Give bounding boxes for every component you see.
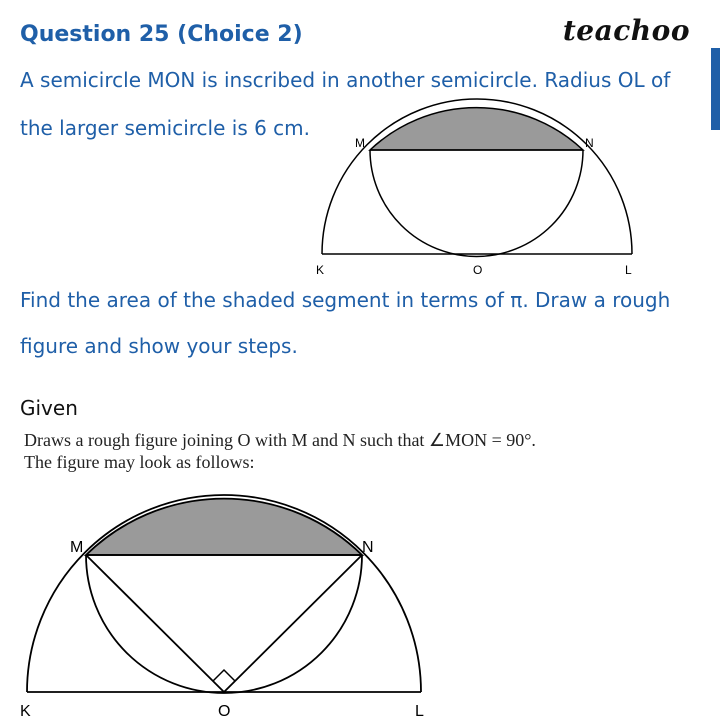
scroll-indicator[interactable]: [711, 48, 720, 130]
label-m-top: M: [355, 136, 365, 150]
label-k-top: K: [316, 263, 325, 277]
segment-om: [86, 555, 224, 692]
solution-text-line-1: Draws a rough figure joining O with M and N such that ∠MON = 90°.: [24, 430, 536, 450]
question-text-line-2: the larger semicircle is 6 cm.: [20, 116, 311, 140]
teachoo-logo: teachoo: [562, 14, 690, 47]
question-title: Question 25 (Choice 2): [20, 22, 303, 47]
label-m-bottom: M: [70, 539, 84, 556]
solution-text-line-2: The figure may look as follows:: [24, 452, 255, 472]
shaded-segment-top: [370, 108, 583, 150]
small-semicircle-top: [370, 150, 583, 256]
label-k-bottom: K: [20, 703, 31, 720]
label-l-bottom: L: [415, 703, 424, 720]
given-heading: Given: [20, 396, 78, 420]
question-text-line-1: A semicircle MON is inscribed in another semicircle. Radius OL of: [20, 68, 671, 92]
label-o-bottom: O: [218, 703, 231, 720]
segment-on: [224, 555, 362, 692]
large-semicircle-top: [322, 99, 632, 254]
small-semicircle-bottom: [86, 555, 362, 693]
large-semicircle-bottom: [27, 495, 421, 692]
label-o-top: O: [473, 263, 483, 277]
label-l-top: L: [625, 263, 632, 277]
label-n-bottom: N: [362, 539, 374, 556]
right-angle-marker: [213, 670, 235, 681]
label-n-top: N: [585, 136, 594, 150]
question-text-line-4: figure and show your steps.: [20, 334, 298, 358]
question-text-line-3: Find the area of the shaded segment in terms of π. Draw a rough: [20, 288, 671, 312]
shaded-segment-bottom: [86, 499, 362, 555]
